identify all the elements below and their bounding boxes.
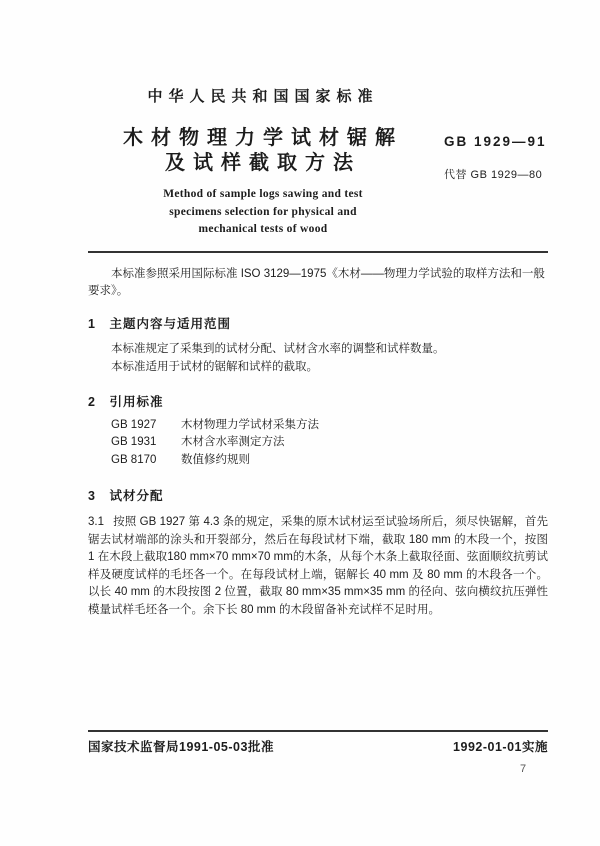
english-title-line3: mechanical tests of wood: [198, 223, 328, 235]
section-1-heading: 1 主题内容与适用范围: [88, 316, 231, 331]
approval-note: 国家技术监督局1991-05-03批准: [88, 740, 274, 754]
replaces-note: 代替 GB 1929—80: [444, 169, 543, 181]
reference-title: 木材物理力学试材采集方法: [181, 418, 319, 431]
english-title-line1: Method of sample logs sawing and test: [163, 188, 363, 200]
header-title-block: [88, 88, 438, 239]
reference-code: GB 1927: [111, 418, 157, 431]
clause-text: 按照 GB 1927 第 4.3 条的规定，采集的原木试材运至试验场所后，须尽快锯解，首先锯去试材端部的涂头和开裂部分，然后在每段试材下端，截取 180 mm 的木段一个，按图 1 在木段上截取180 mm×70 mm×70 mm的木条，从每个木条上截取径面、弦面顺纹抗剪试样及硬度试样的毛坯各一个。在每段试材上端，锯解长 40 mm 及 80 mm 的木段各一个。以长 40 mm 的木段按图 2 位置，截取 80 mm×35 mm×35 mm 的径向、弦向横纹抗压弹性模量试样毛坯各一个。余下长 80 mm 的木段留备补充试样不足时用。: [88, 516, 548, 616]
reference-item: [88, 434, 548, 452]
reference-list: [88, 417, 548, 470]
document-content: [88, 0, 548, 619]
reference-code: GB 8170: [111, 453, 157, 466]
national-standard-label: 中华人民共和国国家标准: [147, 88, 379, 105]
section-2-heading: 2 引用标准: [88, 394, 164, 409]
document-header: [88, 0, 548, 239]
clause-number: 3.1: [88, 516, 104, 528]
footer-divider: [88, 730, 548, 732]
page-number: 7: [520, 763, 527, 775]
implementation-note: 1992-01-01实施: [453, 740, 548, 754]
reference-item: [88, 452, 548, 470]
clause-3-1: [88, 514, 548, 619]
reference-code: GB 1931: [111, 436, 157, 448]
header-divider: [88, 251, 548, 253]
section-1-paragraph-2: 本标准适用于试材的锯解和试样的截取。: [111, 360, 318, 373]
reference-title: 木材含水率测定方法: [181, 436, 285, 448]
standard-number-block: [438, 88, 548, 239]
english-title-line2: specimens selection for physical and: [169, 205, 357, 218]
reference-title: 数值修约规则: [181, 453, 250, 466]
document-title-line2: 及试样截取方法: [165, 152, 361, 174]
reference-item: [88, 417, 548, 435]
section-1-paragraph-1: 本标准规定了采集到的试材分配、试材含水率的调整和试样数量。: [111, 342, 445, 355]
intro-paragraph: 本标准参照采用国际标准 ISO 3129—1975《木材——物理力学试验的取样方法和一般要求》。: [88, 267, 545, 297]
standard-number: GB 1929—91: [444, 134, 547, 149]
document-title-line1: 木材物理力学试材锯解: [123, 127, 403, 149]
document-title-english: [88, 186, 438, 239]
document-footer: [88, 737, 548, 755]
section-3-heading: 3 试材分配: [88, 489, 164, 503]
